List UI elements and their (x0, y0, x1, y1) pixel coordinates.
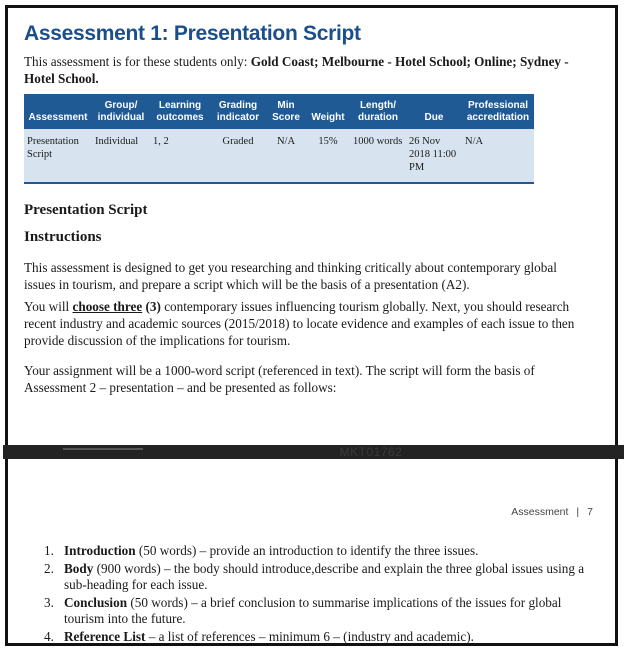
eligibility-prefix: This assessment is for these students only: (24, 54, 251, 69)
footer-label: Assessment (511, 506, 569, 518)
header-cell: Min Score (266, 94, 306, 129)
task-count: (3) (142, 299, 161, 314)
watermark-text: MKT01762 (339, 445, 403, 459)
table-header-row (24, 94, 534, 129)
table-cell: N/A (266, 129, 306, 183)
paragraph-overview: This assessment is designed to get you researching and thinking critically about contemporary global issues in tourism, and prepare a script which will be the basis of a presentation (A2). (24, 260, 557, 292)
list-item (24, 629, 594, 646)
table-cell: 1000 words (350, 129, 406, 183)
list-item-title: Reference List (64, 628, 146, 644)
header-cell: Weight (306, 94, 350, 129)
list-number: 1. (44, 543, 54, 558)
paragraph-task (24, 298, 589, 349)
footer-divider: | (576, 506, 580, 518)
page-footer (511, 506, 593, 518)
page-break-stripe (63, 448, 143, 450)
list-item (24, 561, 594, 594)
task-suffix: contemporary issues influencing tourism globally. Next, you should research recent industry and academic sources (2015/2018) to locate evidence and examples of each issue to then provide discussion of the implications for tourism. (24, 299, 575, 348)
section-title-presentation-script: Presentation Script (24, 202, 148, 218)
section-title-instructions: Instructions (24, 229, 102, 245)
list-item-title: Body (64, 560, 94, 576)
table-cell: Presentation Script (24, 129, 92, 183)
table-cell: 1, 2 (150, 129, 210, 183)
table-cell: N/A (462, 129, 534, 183)
table-cell: Graded (210, 129, 266, 183)
header-cell: Learning outcomes (150, 94, 210, 129)
header-cell: Length/ duration (350, 94, 406, 129)
document-page-top (8, 8, 615, 439)
table-cell: 26 Nov 2018 11:00 PM (406, 129, 462, 183)
eligibility-note (24, 53, 584, 87)
document-page-bottom (8, 459, 615, 643)
list-number: 3. (44, 594, 54, 610)
list-item (24, 595, 594, 628)
task-prefix: You will (24, 299, 73, 314)
list-item (24, 543, 594, 560)
task-emphasis: choose three (72, 299, 143, 314)
script-structure-list (24, 543, 594, 646)
table-row (24, 129, 534, 183)
eligible-campuses: Gold Coast; Melbourne - Hotel School; Online; Sydney - Hotel School. (24, 54, 569, 86)
header-cell: Group/ individual (92, 94, 150, 129)
header-cell: Assessment (24, 94, 92, 129)
page-number: 7 (587, 506, 593, 518)
list-number: 2. (44, 560, 54, 576)
list-item-text: (50 words) – provide an introduction to identify the three issues. (135, 543, 479, 558)
paragraph-format: Your assignment will be a 1000-word script (referenced in text). The script will form the basis of Assessment 2 – presentation – and be presented as follows: (24, 363, 535, 395)
assessment-title: Assessment 1: Presentation Script (24, 22, 361, 45)
header-cell: Grading indicator (210, 94, 266, 129)
page-break-bar (3, 445, 624, 459)
table-cell: Individual (92, 129, 150, 183)
document-frame (5, 5, 618, 646)
list-item-text: – a list of references – minimum 6 – (industry and academic). (145, 628, 474, 644)
assessment-details-table (24, 94, 534, 184)
header-cell: Due (406, 94, 462, 129)
list-item-text: (900 words) – the body should introduce,describe and explain the three global issues using a sub-heading for each issue. (64, 560, 585, 592)
header-cell: Professional accreditation (462, 94, 534, 129)
list-number: 4. (44, 628, 54, 644)
list-item-title: Conclusion (64, 594, 128, 610)
table-cell: 15% (306, 129, 350, 183)
list-item-title: Introduction (64, 543, 136, 558)
list-item-text: (50 words) – a brief conclusion to summarise implications of the issues for global tourism into the future. (64, 594, 562, 626)
